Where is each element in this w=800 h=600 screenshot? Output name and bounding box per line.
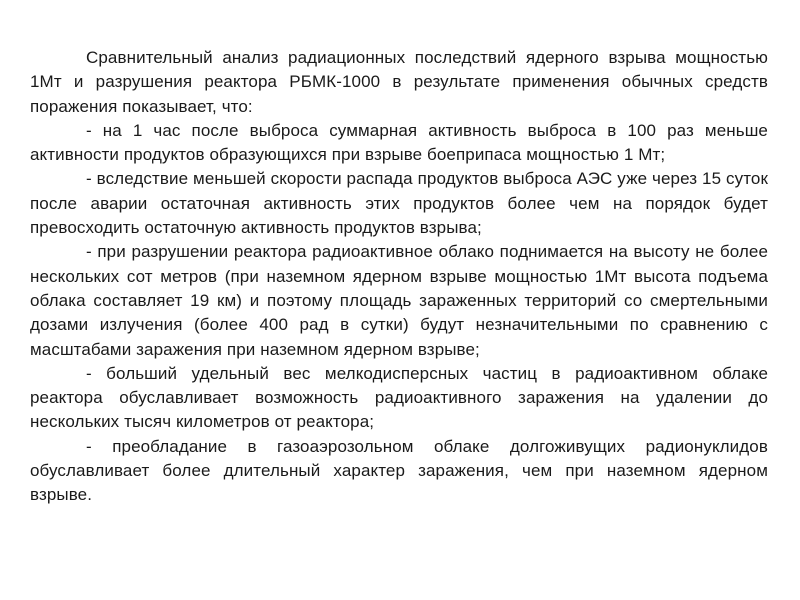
point-activity-paragraph: - на 1 час после выброса суммарная активность выброса в 100 раз меньше активности продуктов образующихся при взрыве боеприпаса мощностью 1 Мт; <box>30 120 768 165</box>
intro-paragraph: Сравнительный анализ радиационных последствий ядерного взрыва мощностью 1Мт и разрушения реактора РБМК-1000 в результате применения обычных средств поражения показывает, что: <box>30 48 768 116</box>
point-cloud-height-paragraph: - при разрушении реактора радиоактивное облако поднимается на высоту не более нескольких сот метров (при наземном ядерном взрыве мощностью 1Мт высота подъема облака составляет 19 км) и поэтому площадь зараженных территорий со смертельными дозами излучения (более 400 рад в сутки) будут незначительными по сравнению с масштабами заражения при наземном ядерном взрыве; <box>30 242 768 359</box>
point-radionuclides-paragraph: - преобладание в газоаэрозольном облаке долгоживущих радионуклидов обуславливает более длительный характер заражения, чем при наземном ядерном взрыве. <box>30 436 768 505</box>
point-decay-paragraph: - вследствие меньшей скорости распада продуктов выброса АЭС уже через 15 суток после аварии остаточная активность этих продуктов более чем на порядок будет превосходить остаточную активность продуктов взрыва; <box>30 169 768 238</box>
point-particles-paragraph: - больший удельный вес мелкодисперсных частиц в радиоактивном облаке реактора обуславливает возможность радиоактивного заражения на удалении до нескольких тысяч километров от реактора; <box>30 363 768 432</box>
